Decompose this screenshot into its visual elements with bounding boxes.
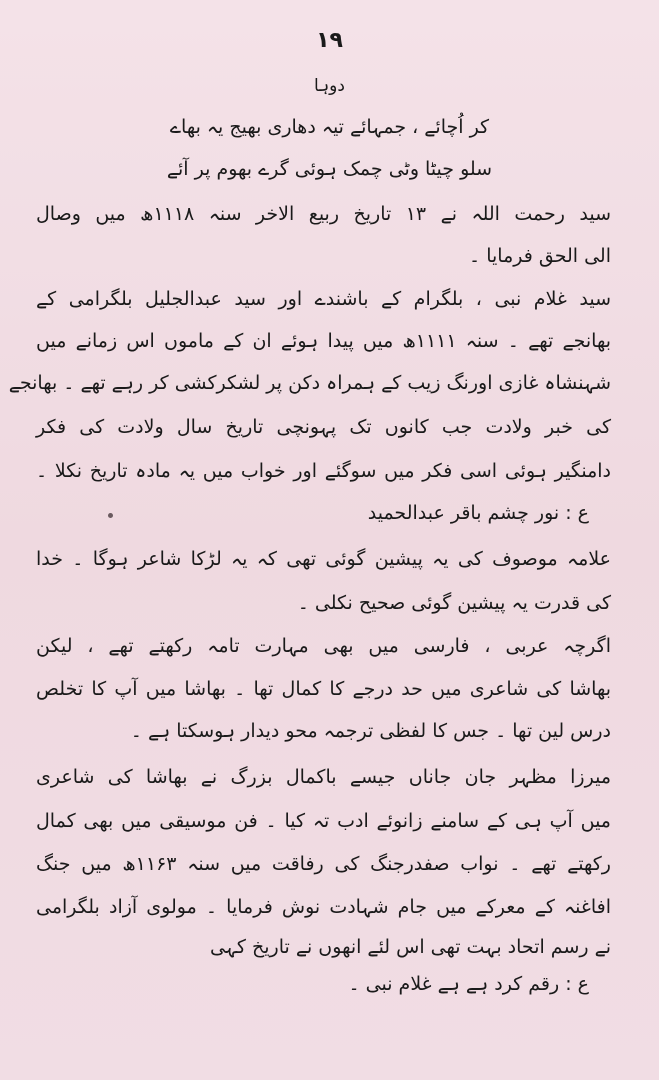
text-line: نے رسم اتحاد بہت تھی اس لئے انھوں نے تاریخ کہی	[209, 936, 611, 958]
text-line: رکھتے تھے ۔ نواب صفدرجنگ کی رفاقت میں سنہ ۱۱۶۳ھ میں جنگ	[36, 853, 611, 875]
text-line: کی خبر ولادت جب کانوں تک پہونچی تاریخ سال ولادت کی فکر	[36, 416, 611, 438]
text-line: افاغنہ کے معرکے میں جام شہادت نوش فرمایا ۔ مولوی آزاد بلگرامی	[36, 896, 611, 918]
text-line: اگرچہ عربی ، فارسی میں بھی مہارت تامہ رکھتے تھے ، لیکن	[36, 635, 611, 657]
text-line: میں آپ ہی کے سامنے زانوئے ادب تہ کیا ۔ فن موسیقی میں بھی کمال	[36, 810, 611, 832]
text-line: علامہ موصوف کی یہ پیشین گوئی تھی کہ یہ لڑکا شاعر ہوگا ۔ خدا	[36, 548, 611, 570]
text-line: شہنشاہ غازی اورنگ زیب کے ہمراہ دکن پر لشکرکشی کر رہے تھے ۔ بھانجے	[8, 372, 611, 394]
couplet-line-1: کر اُچائے ، جمہائے تیہ دھاری بھیج یہ بھاے	[169, 116, 490, 138]
text-line: سید غلام نبی ، بلگرام کے باشندے اور سید عبدالجلیل بلگرامی کے	[36, 288, 611, 310]
text-line: دامنگیر ہوئی اسی فکر میں سوگئے اور خواب میں یہ مادہ تاریخ نکلا ۔	[36, 460, 611, 482]
text-line: سید رحمت اللہ نے ۱۳ تاریخ ربیع الاخر سنہ ۱۱۱۸ھ میں وصال	[36, 203, 612, 225]
paper-speck	[108, 513, 113, 518]
text-line: درس لین تھا ۔ جس کا لفظی ترجمہ محو دیدار ہوسکتا ہے ۔	[130, 720, 611, 742]
text-line: بھاشا کی شاعری میں حد درجے کا کمال تھا ۔ بھاشا میں آپ کا تخلص	[36, 678, 611, 700]
text-line: بھانجے تھے ۔ سنہ ۱۱۱۱ھ میں پیدا ہوئے ان کے ماموں اس زمانے میں	[36, 330, 611, 352]
couplet-line-2: سلو چیٹا وٹی چمک ہوئی گرے بھوم پر آئے	[166, 158, 493, 180]
verse-line: ع : نور چشم باقر عبدالحمید	[367, 502, 589, 524]
section-heading: دوہا	[314, 76, 345, 96]
text-line: الی الحق فرمایا ۔	[469, 245, 611, 267]
text-line: کی قدرت یہ پیشین گوئی صحیح نکلی ۔	[297, 592, 611, 614]
verse-line: ع : رقم کرد ہے ہے غلام نبی ۔	[348, 973, 589, 995]
text-line: میرزا مظہر جان جاناں جیسے باکمال بزرگ نے بھاشا کی شاعری	[36, 766, 611, 788]
page-number: ۱۹	[316, 28, 343, 53]
